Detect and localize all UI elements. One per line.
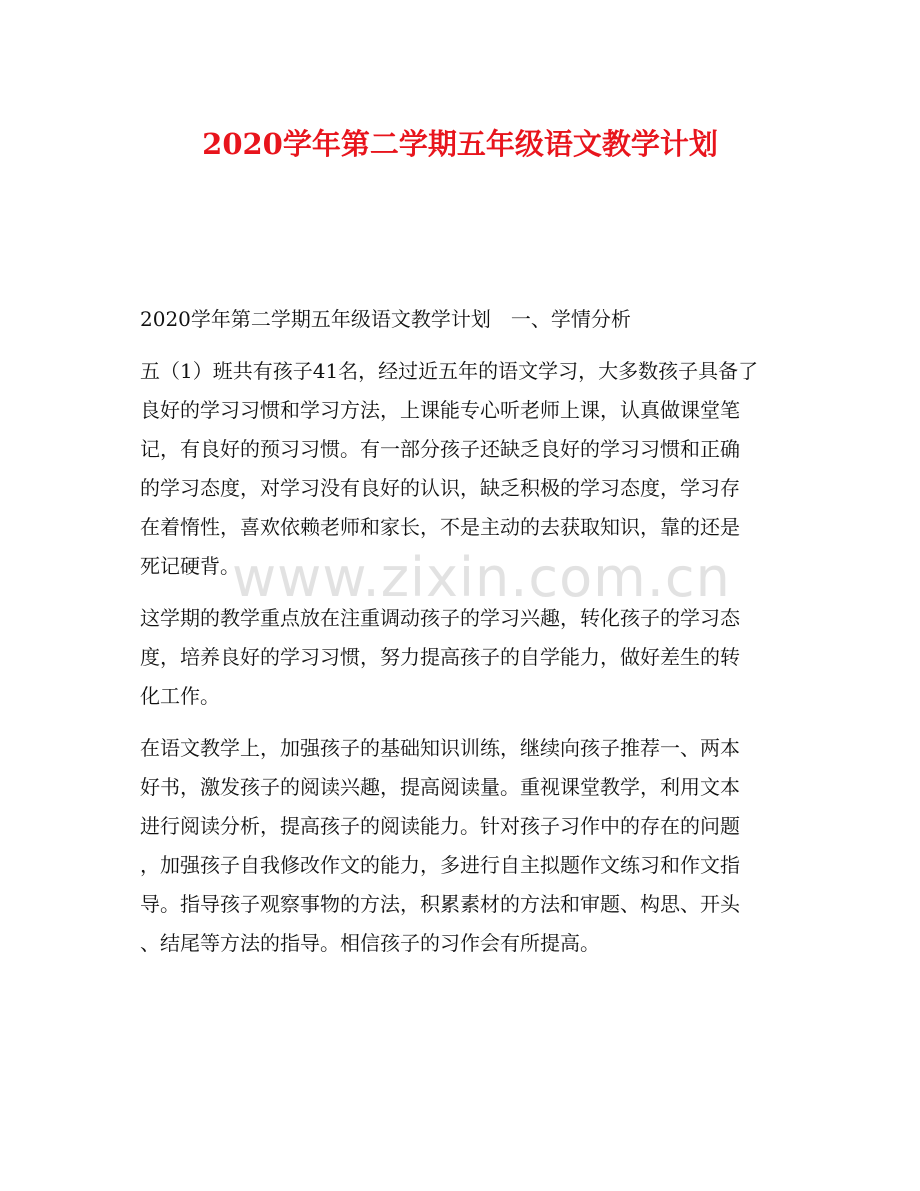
- paragraph: [140, 599, 780, 716]
- text-line: 良好的学习习惯和学习方法，上课能专心听老师上课，认真做课堂笔: [140, 398, 740, 422]
- text-line: 导。指导孩子观察事物的方法，积累素材的方法和审题、构思、开头: [140, 892, 740, 916]
- text-line: 这学期的教学重点放在注重调动孩子的学习兴趣，转化孩子的学习态: [140, 606, 740, 630]
- text-line: 在着惰性，喜欢依赖老师和家长，不是主动的去获取知识，靠的还是: [140, 515, 740, 539]
- text-line: 记，有良好的预习习惯。有一部分孩子还缺乏良好的学习习惯和正确: [140, 437, 740, 461]
- text-line: 2020学年第二学期五年级语文教学计划 一、学情分析: [140, 307, 631, 331]
- text-line: 的学习态度，对学习没有良好的认识，缺乏积极的学习态度，学习存: [140, 476, 740, 500]
- document-body: [140, 300, 780, 976]
- text-line: 死记硬背。: [140, 554, 240, 578]
- text-line: 化工作。: [140, 684, 220, 708]
- paragraph: [140, 300, 780, 339]
- paragraph: [140, 352, 780, 586]
- document-title: 2020学年第二学期五年级语文教学计划: [202, 127, 718, 161]
- paragraph: [140, 729, 780, 963]
- text-line: 度，培养良好的学习习惯，努力提高孩子的自学能力，做好差生的转: [140, 645, 740, 669]
- text-line: 进行阅读分析，提高孩子的阅读能力。针对孩子习作中的存在的问题: [140, 814, 740, 838]
- watermark: www.zixin.com.cn: [232, 546, 731, 609]
- text-line: 在语文教学上，加强孩子的基础知识训练，继续向孩子推荐一、两本: [140, 736, 740, 760]
- text-line: 、结尾等方法的指导。相信孩子的习作会有所提高。: [140, 931, 600, 955]
- text-line: 五（1）班共有孩子41名，经过近五年的语文学习，大多数孩子具备了: [140, 359, 759, 383]
- text-line: 好书，激发孩子的阅读兴趣，提高阅读量。重视课堂教学，利用文本: [140, 775, 740, 799]
- text-line: ，加强孩子自我修改作文的能力，多进行自主拟题作文练习和作文指: [140, 853, 740, 877]
